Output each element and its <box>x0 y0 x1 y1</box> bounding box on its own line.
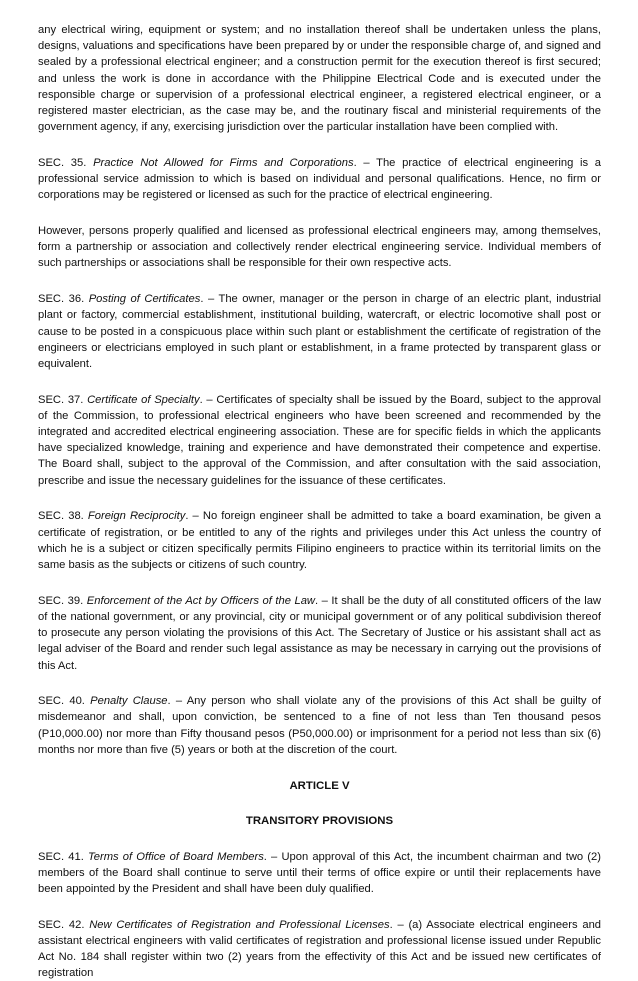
section-title: Penalty Clause <box>90 695 168 708</box>
section-number: SEC. 35. <box>38 156 87 169</box>
article-heading: ARTICLE V <box>289 779 350 792</box>
section-number: SEC. 42. <box>38 918 85 931</box>
section-title: Practice Not Allowed for Firms and Corporations <box>93 156 354 169</box>
section-40 <box>38 693 601 758</box>
section-35 <box>38 155 601 204</box>
section-text: . – Upon approval of this Act, the incumbent chairman and two (2) members of the Board shall continue to serve until their terms of office expire or until their replacements have been appointed by the President and shall have been duly qualified. <box>38 850 601 895</box>
section-text: . – (a) Associate electrical engineers and assistant electrical engineers with valid certificates of registration and professional license issued under Republic Act No. 184 shall register within two (2) years from the effectivity of this Act and be issued new certificates of registration <box>38 918 602 980</box>
section-number: SEC. 40. <box>38 695 85 708</box>
paragraph-continuation <box>38 22 601 135</box>
section-42 <box>38 917 601 981</box>
section-39 <box>38 593 601 674</box>
paragraph-text: However, persons properly qualified and licensed as professional electrical engineers may, among themselves, form a partnership or association and collectively render electrical engineering service. Individual members of such partnerships or associations shall be responsible for their own respective acts. <box>38 225 601 270</box>
section-text: . – No foreign engineer shall be admitted to take a board examination, be given a certificate of registration, or be entitled to any of the rights and privileges under this Act unless the country of which he is a subject or citizen specifically permits Filipino engineers to practice within its territorial limits on the same basis as the subjects or citizens of such country. <box>38 510 602 571</box>
section-36 <box>38 291 601 372</box>
section-text: . – The owner, manager or the person in charge of an electric plant, industrial plant or factory, commercial establishment, institutional building, watercraft, or electric locomotive shall post or cause to be posted in a conspicuous place within such plant or establishment the certificate of registration of the engineers or electricians employed in such plant or establishment, in a frame protected by transparent glass or equivalent. <box>38 293 601 370</box>
section-38 <box>38 508 601 573</box>
section-title: Terms of Office of Board Members <box>87 850 264 863</box>
section-35-continued <box>38 223 601 272</box>
section-41 <box>38 849 601 898</box>
section-text: . – Any person who shall violate any of the provisions of this Act shall be guilty of misdemeanor and shall, upon conviction, be sentenced to a fine of not less than Ten thousand pesos (P10,000.00) nor more than Fifty thousand pesos (P50,000.00) or imprisonment for a period not less than six (6) months nor more than five (5) years or both at the discretion of the court. <box>38 695 601 756</box>
article-subheading: TRANSITORY PROVISIONS <box>245 815 394 828</box>
section-number: SEC. 38. <box>38 510 84 523</box>
section-text: . – Certificates of specialty shall be issued by the Board, subject to the approval of the Commission, to professional electrical engineers who have been screened and recommended by the integrated and accredited electrical engineering association. These are for specific fields in which the applicants have specialized knowledge, training and experience and have demonstrated their competence and expertise. The Board shall, subject to the approval of the Commission, and after consultation with the said association, prescribe and issue the necessary guidelines for the issuance of these certificates. <box>38 393 601 487</box>
section-text: . – The practice of electrical engineering is a professional service admission to which is based on individual and personal qualifications. Hence, no firm or corporations may be registered or licensed as such for the practice of electrical engineering. <box>38 156 602 202</box>
section-title: Foreign Reciprocity <box>87 510 186 523</box>
section-title: Certificate of Specialty <box>87 393 200 406</box>
section-title: Enforcement of the Act by Officers of the Law <box>86 594 315 607</box>
section-title: Posting of Certificates <box>88 293 201 306</box>
section-number: SEC. 39. <box>38 594 84 607</box>
section-37 <box>38 392 601 489</box>
paragraph-text: any electrical wiring, equipment or system; and no installation thereof shall be undertaken unless the plans, designs, valuations and specifications have been prepared by or under the responsible charge of, and signed and sealed by a professional electrical engineer; and a construction permit for the execution thereof is first secured; and unless the work is done in accordance with the Philippine Electrical Code and is executed under the responsible charge or supervision of a professional electrical engineer, a registered electrical engineer, or a registered master electrician, as the case may be, and the routinary fiscal and ministerial requirements of the government agency, if any, exercising jurisdiction over the particular installation have been complied with. <box>38 24 601 134</box>
section-title: New Certificates of Registration and Professional Licenses <box>89 918 390 931</box>
section-text: . – It shall be the duty of all constituted officers of the law of the national government, or any provincial, city or municipal government or of any political subdivision thereof to prosecute any person violating the provisions of this Act. The Secretary of Justice or his assistant shall act as legal adviser of the Board and render such legal assistance as may be necessary in carrying out the provisions of this Act. <box>38 594 602 672</box>
section-number: SEC. 37. <box>38 393 84 406</box>
section-number: SEC. 36. <box>38 293 85 306</box>
section-number: SEC. 41. <box>38 850 84 863</box>
